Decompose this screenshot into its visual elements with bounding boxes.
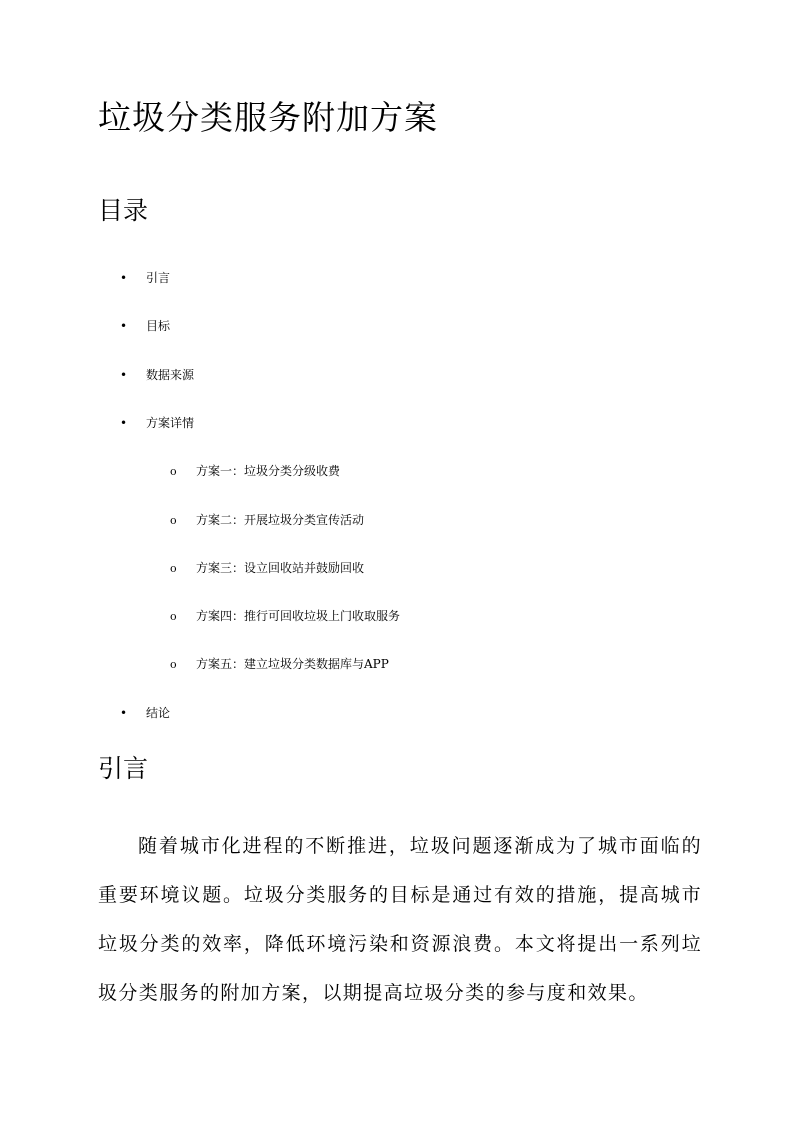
toc-item-label: 引言 — [146, 271, 171, 285]
circle-bullet-icon: o — [170, 658, 177, 671]
introduction-heading: 引言 — [98, 754, 149, 783]
bullet-icon: • — [120, 368, 128, 382]
toc-item-label: 方案详情 — [146, 416, 195, 430]
toc-item-plan-details[interactable] — [120, 414, 194, 432]
bullet-icon: • — [120, 319, 128, 333]
toc-subitem-plan-4[interactable] — [170, 607, 400, 626]
bullet-icon: • — [120, 416, 128, 430]
toc-subitem-label: 方案二：开展垃圾分类宣传活动 — [196, 513, 365, 527]
toc-item-conclusion[interactable] — [120, 704, 170, 722]
toc-subitem-plan-3[interactable] — [170, 559, 364, 578]
toc-subitem-label: 方案五：建立垃圾分类数据库与APP — [196, 657, 389, 671]
toc-item-label: 结论 — [146, 706, 171, 720]
toc-heading: 目录 — [98, 196, 149, 225]
toc-item-goals[interactable] — [120, 317, 170, 335]
circle-bullet-icon: o — [170, 562, 177, 575]
toc-item-introduction[interactable] — [120, 269, 170, 287]
document-title: 垃圾分类服务附加方案 — [98, 98, 438, 137]
toc-subitem-label: 方案四：推行可回收垃圾上门收取服务 — [196, 609, 401, 623]
toc-subitem-label: 方案一：垃圾分类分级收费 — [196, 464, 341, 478]
toc-item-label: 数据来源 — [146, 368, 195, 382]
toc-subitem-plan-5[interactable] — [170, 655, 389, 674]
bullet-icon: • — [120, 706, 128, 720]
introduction-paragraph: 随着城市化进程的不断推进，垃圾问题逐渐成为了城市面临的重要环境议题。垃圾分类服务的目标是通过有效的措施，提高城市垃圾分类的效率，降低环境污染和资源浪费。本文将提出一系列垃圾分类服务的附加方案，以期提高垃圾分类的参与度和效果。 — [98, 835, 702, 1004]
toc-item-label: 目标 — [146, 319, 171, 333]
toc-item-data-sources[interactable] — [120, 366, 194, 384]
toc-subitem-plan-2[interactable] — [170, 511, 364, 530]
toc-subitem-label: 方案三：设立回收站并鼓励回收 — [196, 561, 365, 575]
circle-bullet-icon: o — [170, 514, 177, 527]
circle-bullet-icon: o — [170, 465, 177, 478]
toc-subitem-plan-1[interactable] — [170, 462, 340, 481]
bullet-icon: • — [120, 271, 128, 285]
circle-bullet-icon: o — [170, 610, 177, 623]
